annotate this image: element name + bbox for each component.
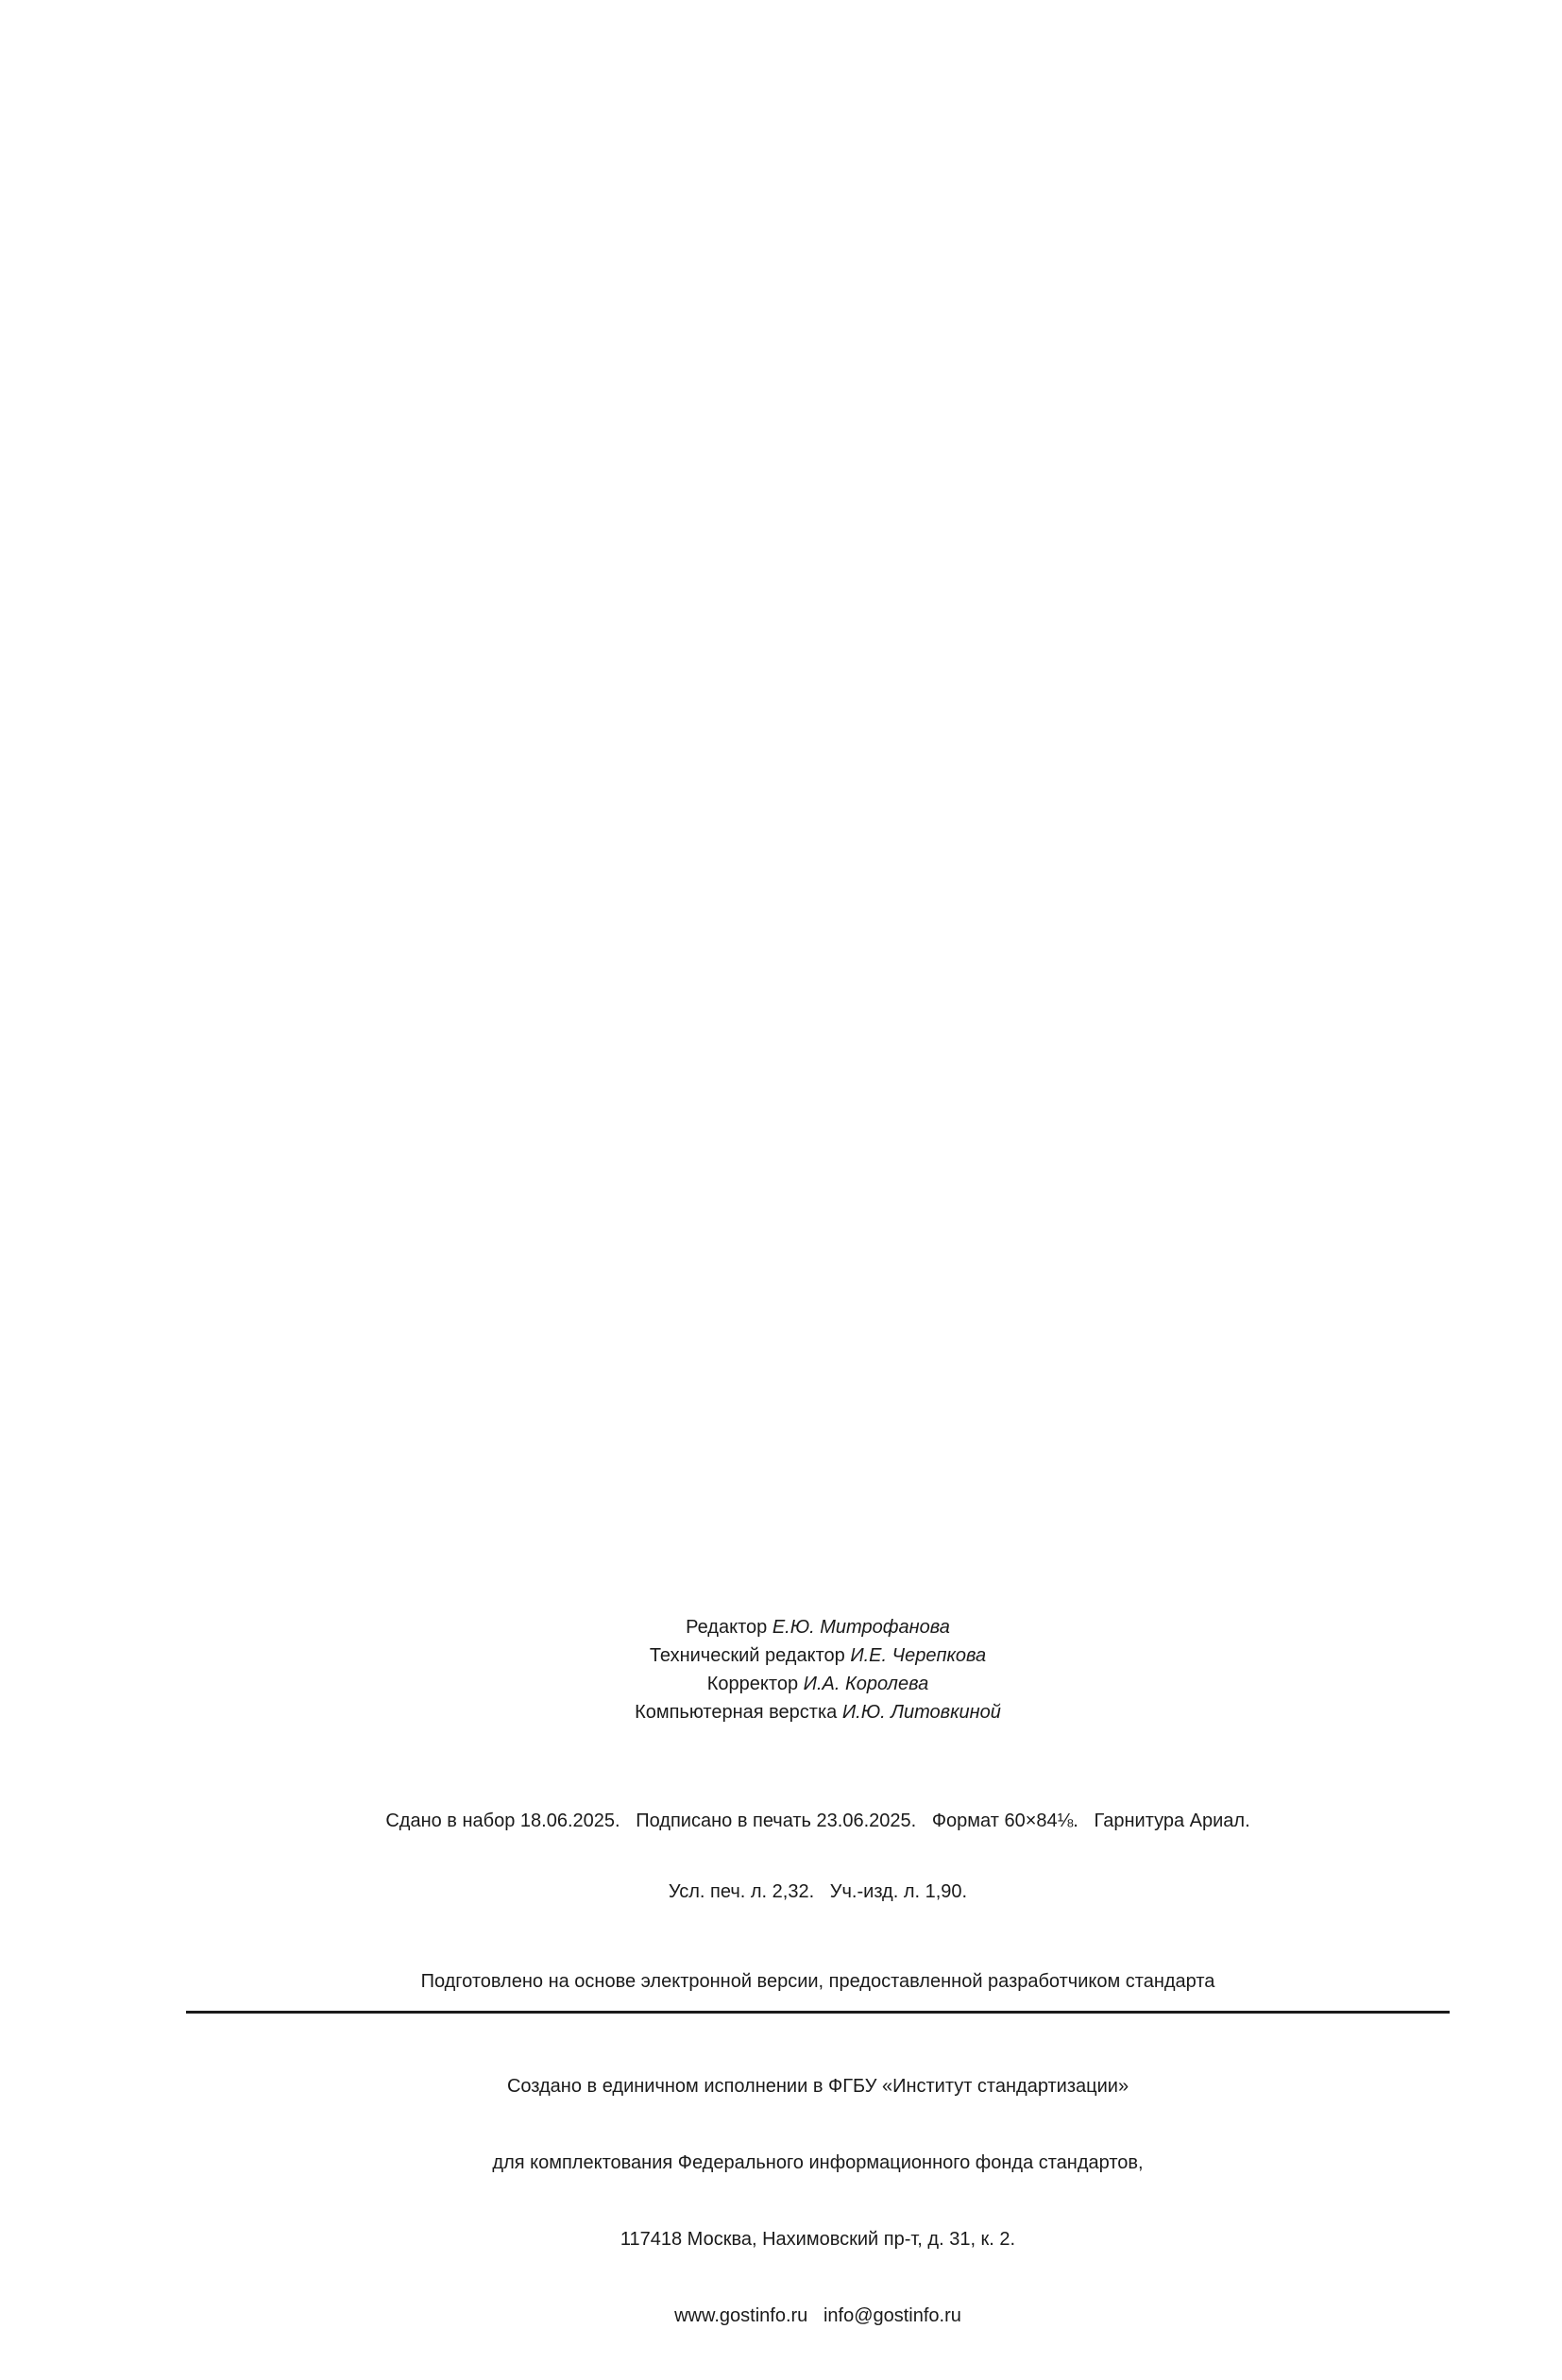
prepared-note: Подготовлено на основе электронной версии, предоставленной разработчиком стандарта	[420, 1971, 1215, 1992]
publisher-block	[186, 2023, 1450, 2380]
editor-name: И.Е. Черепкова	[850, 1645, 987, 1666]
editor-line	[186, 1670, 1450, 1698]
publisher-line-2: для комплектования Федерального информационного фонда стандартов,	[492, 2152, 1144, 2173]
editor-role: Корректор	[706, 1674, 804, 1694]
imprint-line-1: Сдано в набор 18.06.2025. Подписано в печать 23.06.2025. Формат 60×84⅛. Гарнитура Ариал.	[385, 1810, 1250, 1831]
publisher-line-1: Создано в единичном исполнении в ФГБУ «Институт стандартизации»	[506, 2076, 1129, 2097]
editor-role: Компьютерная верстка	[635, 1702, 842, 1723]
imprint-line-2: Усл. печ. л. 2,32. Уч.-изд. л. 1,90.	[668, 1881, 968, 1902]
editor-line	[186, 1613, 1450, 1641]
editor-role: Технический редактор	[649, 1645, 851, 1666]
editor-name: И.А. Королева	[803, 1674, 929, 1694]
editor-name: И.Ю. Литовкиной	[841, 1702, 1001, 1723]
divider-rule	[186, 2011, 1450, 2014]
editor-line	[186, 1698, 1450, 1726]
imprint-block	[186, 1762, 1450, 1951]
editor-role: Редактор	[686, 1617, 773, 1638]
editor-name: Е.Ю. Митрофанова	[772, 1617, 950, 1638]
editors-block	[186, 1613, 1450, 1726]
publisher-contacts: www.gostinfo.ru info@gostinfo.ru	[674, 2305, 961, 2326]
publisher-address: 117418 Москва, Нахимовский пр-т, д. 31, к. 2.	[620, 2229, 1016, 2250]
editor-line	[186, 1641, 1450, 1670]
colophon	[186, 1613, 1450, 2380]
